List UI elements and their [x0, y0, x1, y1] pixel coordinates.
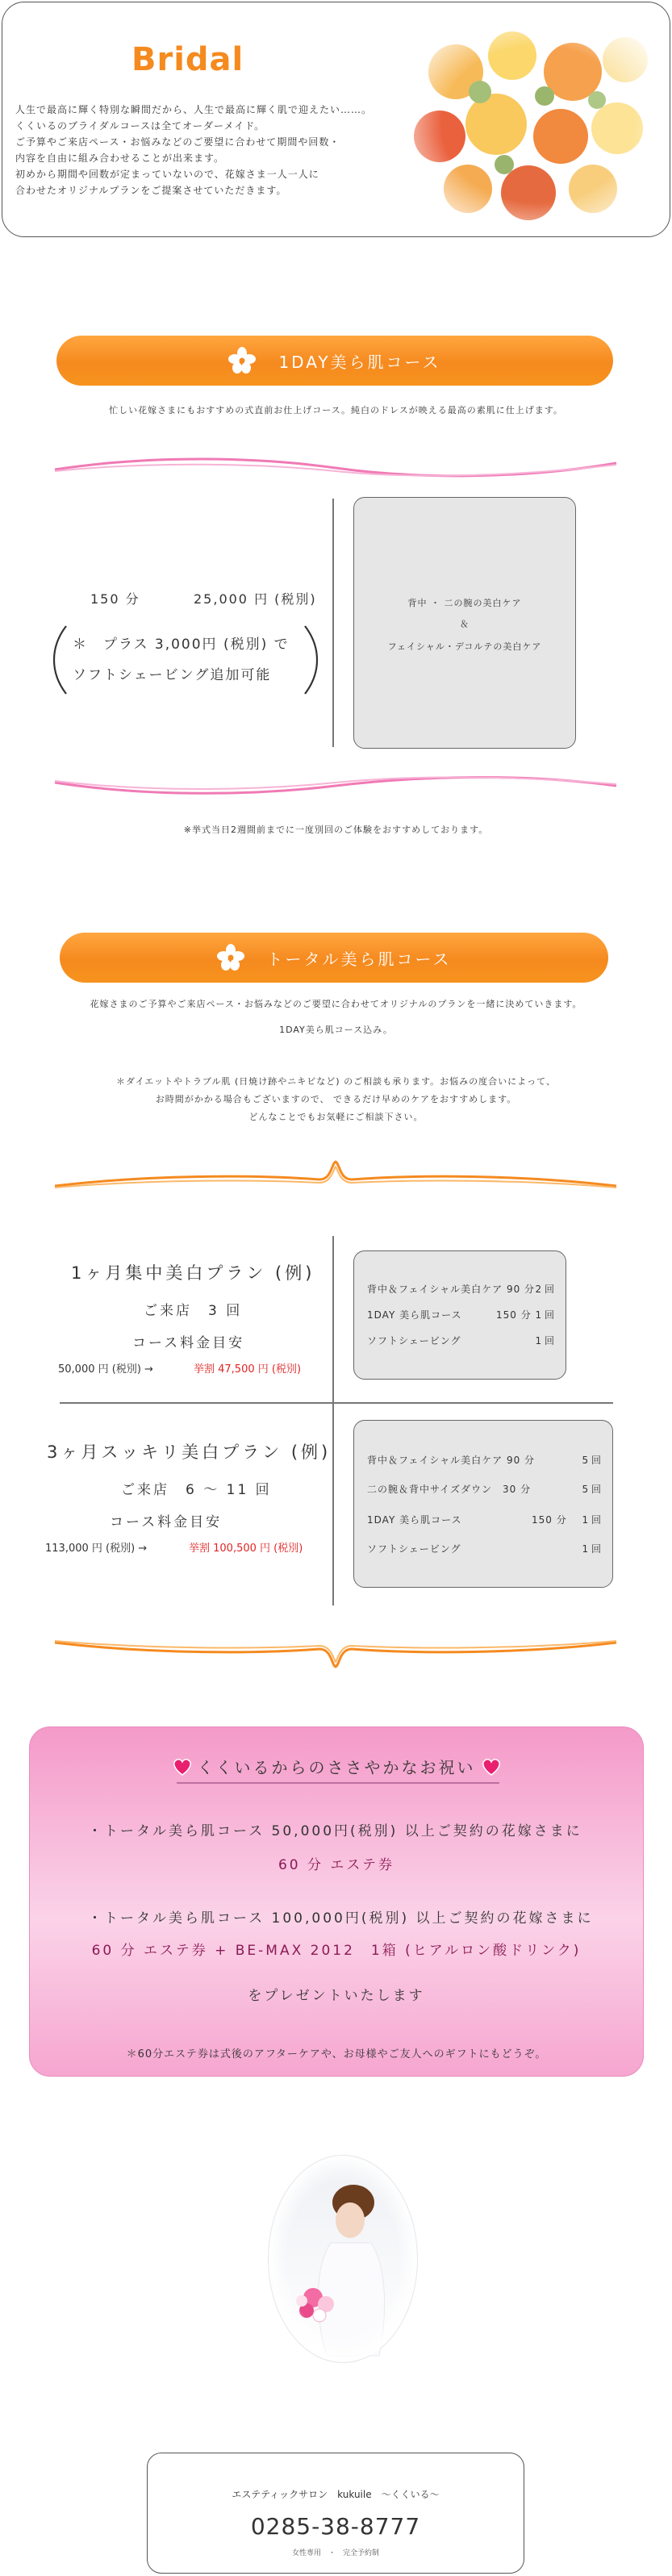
heart-icon: [172, 1758, 193, 1776]
salon-name: エステティックサロン kukuile ～くくいる～: [232, 2489, 440, 2500]
pink-wave-divider: [53, 768, 618, 800]
salon-contact-card: [147, 2453, 524, 2574]
salon-phone[interactable]: 0285-38-8777: [250, 2513, 421, 2540]
plan1-item-minutes: 150 分: [496, 1309, 532, 1321]
plan1-item-name: 背中＆フェイシャル美白ケア 90 分: [367, 1284, 536, 1295]
oneday-duration: 150 分: [90, 591, 140, 607]
intro-text-line: 内容を自由に組み合わせることが出来ます。: [15, 152, 225, 164]
total-note: どんなことでもお気軽にご相談下さい。: [248, 1112, 424, 1122]
plan1-regular-price: 50,000 円 (税別) →: [58, 1363, 153, 1376]
total-course-header: [60, 933, 608, 983]
plan2-visits: ご来店 6 ～ 11 回: [121, 1482, 272, 1498]
plan2-item-name: 背中＆フェイシャル美白ケア 90 分: [367, 1455, 536, 1466]
oneday-price: 25,000 円 (税別): [194, 591, 317, 607]
gift-present-text: をプレゼントいたします: [248, 1988, 425, 2004]
shaving-option-text: ソフトシェービング追加可能: [73, 667, 272, 683]
plan1-title: 1ヶ月集中美白プラン (例): [71, 1263, 315, 1283]
plan2-item-count: 5 回: [582, 1484, 601, 1495]
oneday-menu-amp: ＆: [460, 619, 470, 629]
oneday-menu-item: 背中 ・ 二の腕の美白ケア: [407, 598, 522, 608]
intro-text-line: ご予算やご来店ペース・お悩みなどのご要望に合わせて期間や回数・: [15, 136, 340, 148]
intro-text-line: 初めから期間や回数が定まっていないので、花嫁さま一人一人に: [15, 169, 319, 180]
page-title: Bridal: [131, 41, 244, 78]
plan2-item-minutes: 150 分: [532, 1514, 567, 1526]
plan2-title: 3ヶ月スッキリ美白プラン (例): [47, 1442, 332, 1462]
plan2-price-label: コース料金目安: [110, 1514, 223, 1530]
oneday-description: 忙しい花嫁さまにもおすすめの式直前お仕上げコース。純白のドレスが映える最高の素肌に仕上げます。: [109, 405, 563, 415]
plan2-regular-price: 113,000 円 (税別) →: [45, 1543, 148, 1555]
intro-text-line: くくいるのブライダルコースは全てオーダーメイド。: [15, 120, 265, 132]
intro-text-line: 合わせたオリジナルプランをご提案させていただきます。: [15, 185, 287, 196]
plan2-item-count: 1 回: [582, 1543, 601, 1555]
gift-condition-2: ・トータル美ら肌コース 100,000円(税別) 以上ご契約の花嫁さまに: [88, 1910, 594, 1927]
oneday-course-title: 1DAY美ら肌コース: [278, 352, 441, 372]
gift-title: くくいるからのささやかなお祝い: [197, 1758, 476, 1777]
total-course-title: トータル美ら肌コース: [266, 949, 452, 969]
total-note: お時間がかかる場合もございますので、 できるだけ早めのケアをおすすめします。: [155, 1094, 517, 1104]
bouquet-image: [391, 15, 657, 233]
total-description-sub: 1DAY美ら肌コース込み。: [279, 1025, 393, 1035]
total-note: ＊ダイエットやトラブル肌 (日焼け跡やニキビなど) のご相談も承ります。お悩みの度合いによって、: [116, 1076, 556, 1087]
column-divider: [332, 499, 334, 747]
heart-icon: [481, 1758, 502, 1776]
oneday-course-header: [56, 336, 613, 386]
total-description: 花嫁さまのご予算やご来店ペース・お悩みなどのご要望に合わせてオリジナルのプランを一緒に決めていきます。: [90, 999, 582, 1009]
oneday-menu-item: フェイシャル・デコルテの美白ケア: [387, 641, 542, 652]
gift-note: ＊60分エステ券は式後のアフターケアや、お母様やご友人へのギフトにもどうぞ。: [126, 2048, 547, 2060]
row-divider: [60, 1402, 613, 1404]
plan2-discount-price: 挙割 100,500 円 (税別): [189, 1543, 303, 1555]
gift-box: [29, 1726, 644, 2077]
gift-condition-1: ・トータル美ら肌コース 50,000円(税別) 以上ご契約の花嫁さまに: [88, 1823, 582, 1839]
gift-reward-2: 60 分 エステ券 + BE-MAX 2012 1箱 (ヒアルロン酸ドリンク): [91, 1943, 582, 1959]
gift-title-underline: [177, 1782, 499, 1784]
column-divider: [332, 1236, 334, 1605]
bride-image: [266, 2154, 419, 2364]
plan1-price-label: コース料金目安: [132, 1335, 245, 1351]
orange-wave-divider: [53, 1631, 618, 1672]
salon-terms: 女性専用 ・ 完全予約制: [291, 2549, 379, 2557]
hibiscus-icon: [228, 347, 256, 374]
plan1-discount-price: 挙割 47,500 円 (税別): [194, 1363, 302, 1376]
plan2-item-count: 1 回: [582, 1514, 601, 1526]
plan2-menu-box: [353, 1420, 613, 1588]
gift-title-row: [30, 1755, 643, 1778]
plan2-item-name: ソフトシェービング: [367, 1543, 461, 1555]
hibiscus-icon: [217, 944, 244, 971]
plan1-visits: ご来店 3 回: [144, 1303, 243, 1319]
plan1-item-count: 2 回: [535, 1284, 554, 1295]
shaving-option-price: ＊ プラス 3,000円 (税別) で: [73, 637, 290, 653]
plan1-menu-box: [353, 1250, 566, 1380]
plan1-item-count: 1 回: [535, 1309, 554, 1321]
oneday-note: ※挙式当日2週間前までに一度別回のご体験をおすすめしております。: [183, 825, 489, 835]
plan2-item-count: 5 回: [582, 1455, 601, 1466]
intro-text-line: 人生で最高に輝く特別な瞬間だから、人生で最高に輝く肌で迎えたい……。: [15, 104, 373, 115]
gift-reward-1: 60 分 エステ券: [278, 1857, 395, 1873]
oneday-menu-box: [353, 497, 576, 749]
plan1-item-name: 1DAY 美ら肌コース: [367, 1309, 462, 1321]
plan1-item-name: ソフトシェービング: [367, 1335, 461, 1346]
plan2-item-name: 二の腕＆背中サイズダウン 30 分: [367, 1484, 532, 1495]
plan2-item-name: 1DAY 美ら肌コース: [367, 1514, 462, 1526]
orange-wave-divider: [53, 1159, 618, 1199]
bridal-header-card: [2, 2, 670, 237]
pink-wave-divider: [53, 452, 618, 484]
plan1-item-count: 1 回: [535, 1335, 554, 1346]
